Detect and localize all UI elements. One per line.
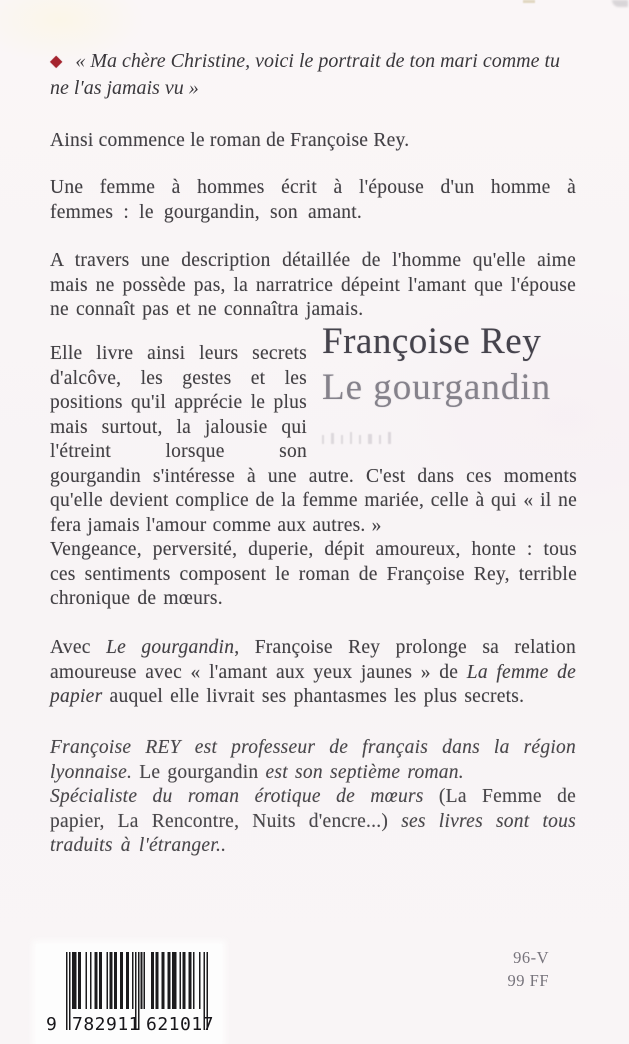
barcode-group1: 782911: [72, 1014, 141, 1035]
diamond-bullet-icon: ◆: [50, 53, 63, 70]
bio-other-titles: (La Femme de papier, La Rencontre, Nuits d'encre...): [50, 786, 576, 832]
bio-seg-italic: Spécialiste du roman érotique de mœurs: [50, 786, 439, 807]
barcode-group2: 621017: [146, 1014, 215, 1035]
bio-seg-italic: ses livres sont tous traduits à l'étranger..: [50, 810, 576, 856]
bio-book-title: Le gourgandin: [139, 761, 266, 783]
relation-seg-roman: auquel elle livrait ses phantasmes les plus secrets.: [102, 686, 525, 707]
main-text-block: [50, 342, 577, 612]
paragraph-secrets: Elle livre ainsi leurs secrets d'alcôve, les gestes et les positions qu'il apprécie le plus mais surtout, la jalousie qui l'étreint lorsque son gourgandin s'intéresse à une autre. C'est dans ces moments qu'elle devient complice de la femme mariée, celle à qui « il ne fera jamais l'amour comme aux autres. »: [50, 343, 577, 536]
relation-seg-roman: , Françoise Rey prolonge sa relation amoureuse avec « l'amant aux yeux jaunes » de: [50, 637, 576, 683]
edition-price-block: [429, 946, 549, 992]
scan-artifact-mark: [523, 0, 535, 3]
quote-paragraph: [50, 48, 566, 101]
barcode-digits: [44, 1014, 214, 1038]
scan-corner-smudge: [612, 0, 628, 7]
quote-text: « Ma chère Christine, voici le portrait de ton mari comme tu ne l'as jamais vu »: [50, 50, 561, 99]
paragraph-description: A travers une description détaillée de l'homme qu'elle aime mais ne possède pas, la narratrice dépeint l'amant que l'épouse ne connaît pas et ne connaîtra jamais.: [50, 250, 576, 320]
cover-ghost-book-title: Le gourgandin: [322, 367, 552, 408]
cover-ghost-author: Françoise Rey: [322, 321, 542, 362]
paragraph-sentiments: Vengeance, perversité, duperie, dépit amoureux, honte : tous ces sentiments composent le roman de Françoise Rey, terrible chronique de mœurs.: [50, 539, 577, 609]
author-bio-block: [50, 736, 576, 859]
paragraph-premise: Une femme à hommes écrit à l'épouse d'un homme à femmes : le gourgandin, son amant.: [50, 177, 576, 223]
paragraph-relation: [50, 636, 576, 710]
edition-code: 96-V: [513, 948, 549, 967]
relation-book-title: Le gourgandin: [106, 637, 235, 658]
cover-ghost-spacer: [307, 342, 577, 464]
price: 99 FF: [507, 971, 549, 990]
bio-line-2: [50, 785, 576, 859]
paragraph-intro: Ainsi commence le roman de Françoise Rey.: [50, 130, 410, 151]
barcode-lead-digit: 9: [46, 1014, 57, 1035]
relation-seg-roman: Avec: [50, 637, 107, 658]
relation-book-title: La femme de papier: [50, 661, 576, 707]
bio-line-1: [50, 736, 576, 785]
bio-seg-italic: est son septième roman.: [265, 761, 464, 783]
bio-seg-italic: Françoise REY est professeur de français dans la région lyonnaise.: [50, 737, 576, 783]
